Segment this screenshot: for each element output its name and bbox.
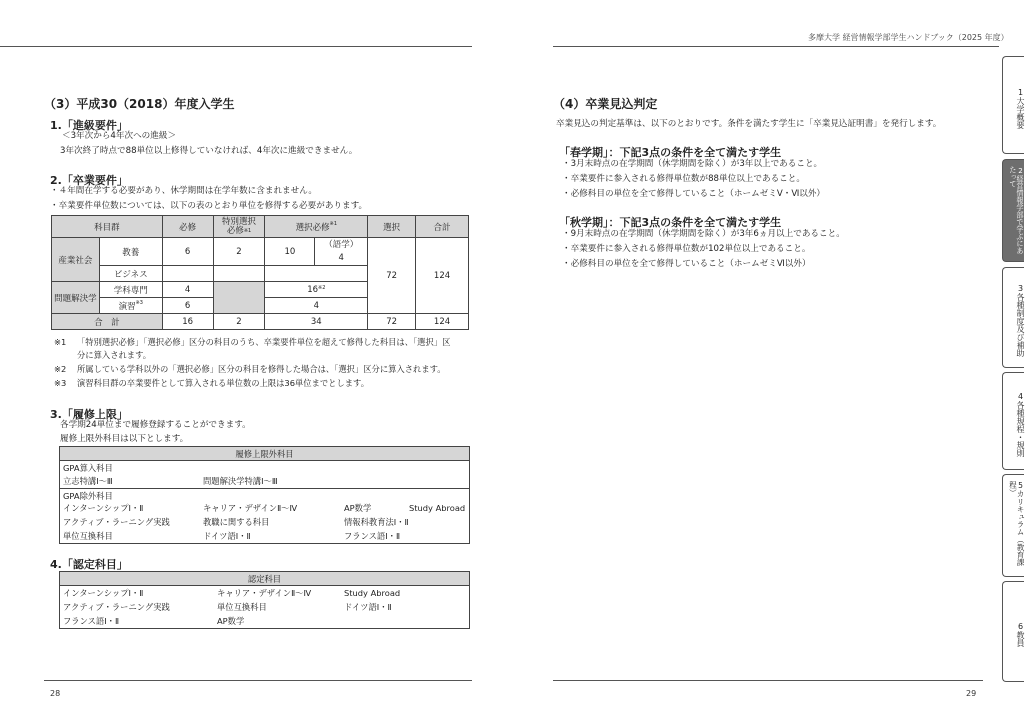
total-elective: 72	[368, 314, 416, 330]
spring-item-1: ・3月末時点の在学期間（休学期間を除く）が3年以上であること。	[562, 159, 823, 169]
row-business-special	[213, 266, 265, 282]
group-mondai-kaiketsu: 問題解決学	[52, 282, 100, 314]
total-value: 124	[416, 238, 469, 314]
right-section-title: （4）卒業見込判定	[553, 97, 658, 111]
row-kyoyo-label: 教養	[99, 238, 162, 266]
note-2-mark: ※2	[54, 364, 67, 374]
gpa-out-item: フランス語Ⅰ・Ⅱ	[344, 531, 401, 541]
header-elective: 選択	[368, 216, 416, 238]
note-1-text: 「特別選択必修」「選択必修」区分の科目のうち、卒業要件単位を超えて修得した科目は、「選択」区	[77, 337, 451, 347]
certified-box	[59, 571, 470, 629]
fall-item-3: ・必修科目の単位を全て修得していること（ホームゼミⅥ以外）	[562, 259, 811, 269]
tab-chapter-5[interactable]: 5カリキュラム（教育課程）	[1002, 474, 1024, 577]
left-section-title: （3）平成30（2018）年度入学生	[44, 97, 235, 111]
row-business-elective-required	[265, 266, 368, 282]
note-3-mark: ※3	[54, 378, 67, 388]
row-kyoyo-special: 2	[213, 238, 265, 266]
cap-exempt-box	[59, 446, 470, 544]
row-kyoyo-elective-required: 10	[265, 238, 315, 266]
document-title: 多摩大学 経営情報学部学生ハンドブック（2025 年度）	[808, 33, 1009, 42]
total-special: 2	[213, 314, 265, 330]
certified-heading: 4.「認定科目」	[50, 558, 128, 571]
certified-box-title: 認定科目	[60, 572, 469, 586]
gpa-out-item: 情報科教育法Ⅰ・Ⅱ	[344, 517, 409, 527]
certified-item: ドイツ語Ⅰ・Ⅱ	[344, 602, 392, 612]
row-business-label: ビジネス	[99, 266, 162, 282]
certified-item: アクティブ・ラーニング実践	[63, 602, 170, 612]
spring-heading: 「春学期」：下記3点の条件を全て満たす学生	[559, 146, 782, 159]
gpa-out-item: 単位互換科目	[63, 531, 113, 541]
cap-text-1: 各学期24単位まで履修登録することができます。	[60, 420, 251, 430]
gpa-in-item-1: 立志特講Ⅰ～Ⅲ	[63, 476, 113, 486]
spring-item-2: ・卒業要件に参入される修得単位数が88単位以上であること。	[562, 174, 805, 184]
row-enshu-required: 6	[162, 298, 213, 314]
tab-chapter-1[interactable]: 1大学概要	[1002, 56, 1024, 154]
row-enshu-label: 演習$^{※3}$	[99, 298, 162, 314]
bottom-rule-right	[553, 680, 983, 681]
promotion-text: 3年次終了時点で88単位以上修得していなければ、4年次に進級できません。	[60, 146, 358, 156]
certified-item: AP数学	[217, 616, 245, 626]
row-kyoyo-language: （語学） 4	[315, 238, 368, 266]
fall-item-2: ・卒業要件に参入される修得単位数が102単位以上であること。	[562, 244, 811, 254]
graduation-heading: 2.「卒業要件」	[50, 174, 128, 187]
gpa-out-item: ドイツ語Ⅰ・Ⅱ	[203, 531, 251, 541]
tab-chapter-4[interactable]: 4各種規程・規則	[1002, 372, 1024, 470]
page-number-left: 28	[50, 689, 61, 698]
tab-chapter-6[interactable]: 6教員	[1002, 581, 1024, 682]
row-kyoyo-required: 6	[162, 238, 213, 266]
gpa-out-label: GPA除外科目	[63, 491, 113, 501]
header-subject-group: 科目群	[52, 216, 163, 238]
row-business-required	[162, 266, 213, 282]
header-total: 合計	[416, 216, 469, 238]
header-elective-required: 選択必修$^{※1}$	[265, 216, 368, 238]
right-intro: 卒業見込の判定基準は、以下のとおりです。条件を満たす学生に「卒業見込証明書」を発行します。	[556, 119, 942, 129]
header-special-elective: 特別選択 必修$^{※1}$	[213, 216, 265, 238]
graduation-requirements-table	[51, 215, 469, 330]
gpa-out-item: アクティブ・ラーニング実践	[63, 517, 170, 527]
promotion-sub: ＜3年次から4年次への進級＞	[62, 131, 177, 141]
gpa-out-item: インターンシップⅠ・Ⅱ	[63, 503, 144, 513]
spring-item-3: ・必修科目の単位を全て修得していること（ホームゼミⅤ・Ⅵ以外）	[562, 189, 826, 199]
row-gakka-elective-required: 16$^{※2}$	[265, 282, 368, 298]
row-enshu-elective-required: 4	[265, 298, 368, 314]
row-gakka-label: 学科専門	[99, 282, 162, 298]
graduation-bullet-2: ・卒業要件単位数については、以下の表のとおり単位を修得する必要があります。	[50, 201, 368, 211]
cap-box-title: 履修上限外科目	[60, 447, 469, 461]
tab-chapter-2[interactable]: 2経営情報学部で学ぶにあたって	[1002, 159, 1024, 262]
certified-item: Study Abroad	[344, 588, 401, 598]
page-number-right: 29	[966, 689, 977, 698]
tab-chapter-3[interactable]: 3各種制度及び補助	[1002, 267, 1024, 368]
total-elective-required: 34	[265, 314, 368, 330]
graduation-bullet-1: ・４年間在学する必要があり、休学期間は在学年数に含まれません。	[50, 186, 317, 196]
certified-item: 単位互換科目	[217, 602, 267, 612]
top-rule-left	[0, 46, 472, 47]
row-gakka-required: 4	[162, 282, 213, 298]
gpa-in-label: GPA算入科目	[63, 463, 113, 473]
row-gakka-special-shaded	[213, 282, 265, 314]
gpa-out-item: キャリア・デザインⅡ～Ⅳ	[203, 503, 298, 513]
certified-item: キャリア・デザインⅡ～Ⅳ	[217, 588, 312, 598]
bottom-rule-left	[44, 680, 472, 681]
cap-text-2: 履修上限外科目は以下とします。	[60, 434, 189, 444]
header-required: 必修	[162, 216, 213, 238]
note-3-text: 演習科目群の卒業要件として算入される単位数の上限は36単位までとします。	[77, 378, 369, 388]
group-sangyo-shakai: 産業社会	[52, 238, 100, 282]
gpa-out-item: 教職に関する科目	[203, 517, 270, 527]
cap-heading: 3.「履修上限」	[50, 408, 128, 421]
gpa-in-item-2: 問題解決学特講Ⅰ～Ⅲ	[203, 476, 278, 486]
elective-value: 72	[368, 238, 416, 314]
certified-item: インターンシップⅠ・Ⅱ	[63, 588, 144, 598]
fall-heading: 「秋学期」：下記3点の条件を全て満たす学生	[559, 216, 782, 229]
note-1-mark: ※1	[54, 337, 67, 347]
gpa-out-item: Study Abroad	[409, 503, 466, 513]
total-row-label: 合 計	[52, 314, 163, 330]
fall-item-1: ・9月末時点の在学期間（休学期間を除く）が3年6ヵ月以上であること。	[562, 229, 845, 239]
total-sum: 124	[416, 314, 469, 330]
note-1-cont: 分に算入されます。	[77, 350, 152, 360]
certified-item: フランス語Ⅰ・Ⅱ	[63, 616, 120, 626]
note-2-text: 所属している学科以外の「選択必修」区分の科目を修得した場合は、「選択」区分に算入されます。	[77, 364, 446, 374]
top-rule-right	[553, 46, 999, 47]
total-required: 16	[162, 314, 213, 330]
gpa-out-item: AP数学	[344, 503, 372, 513]
promotion-heading: 1.「進級要件」	[50, 119, 128, 132]
